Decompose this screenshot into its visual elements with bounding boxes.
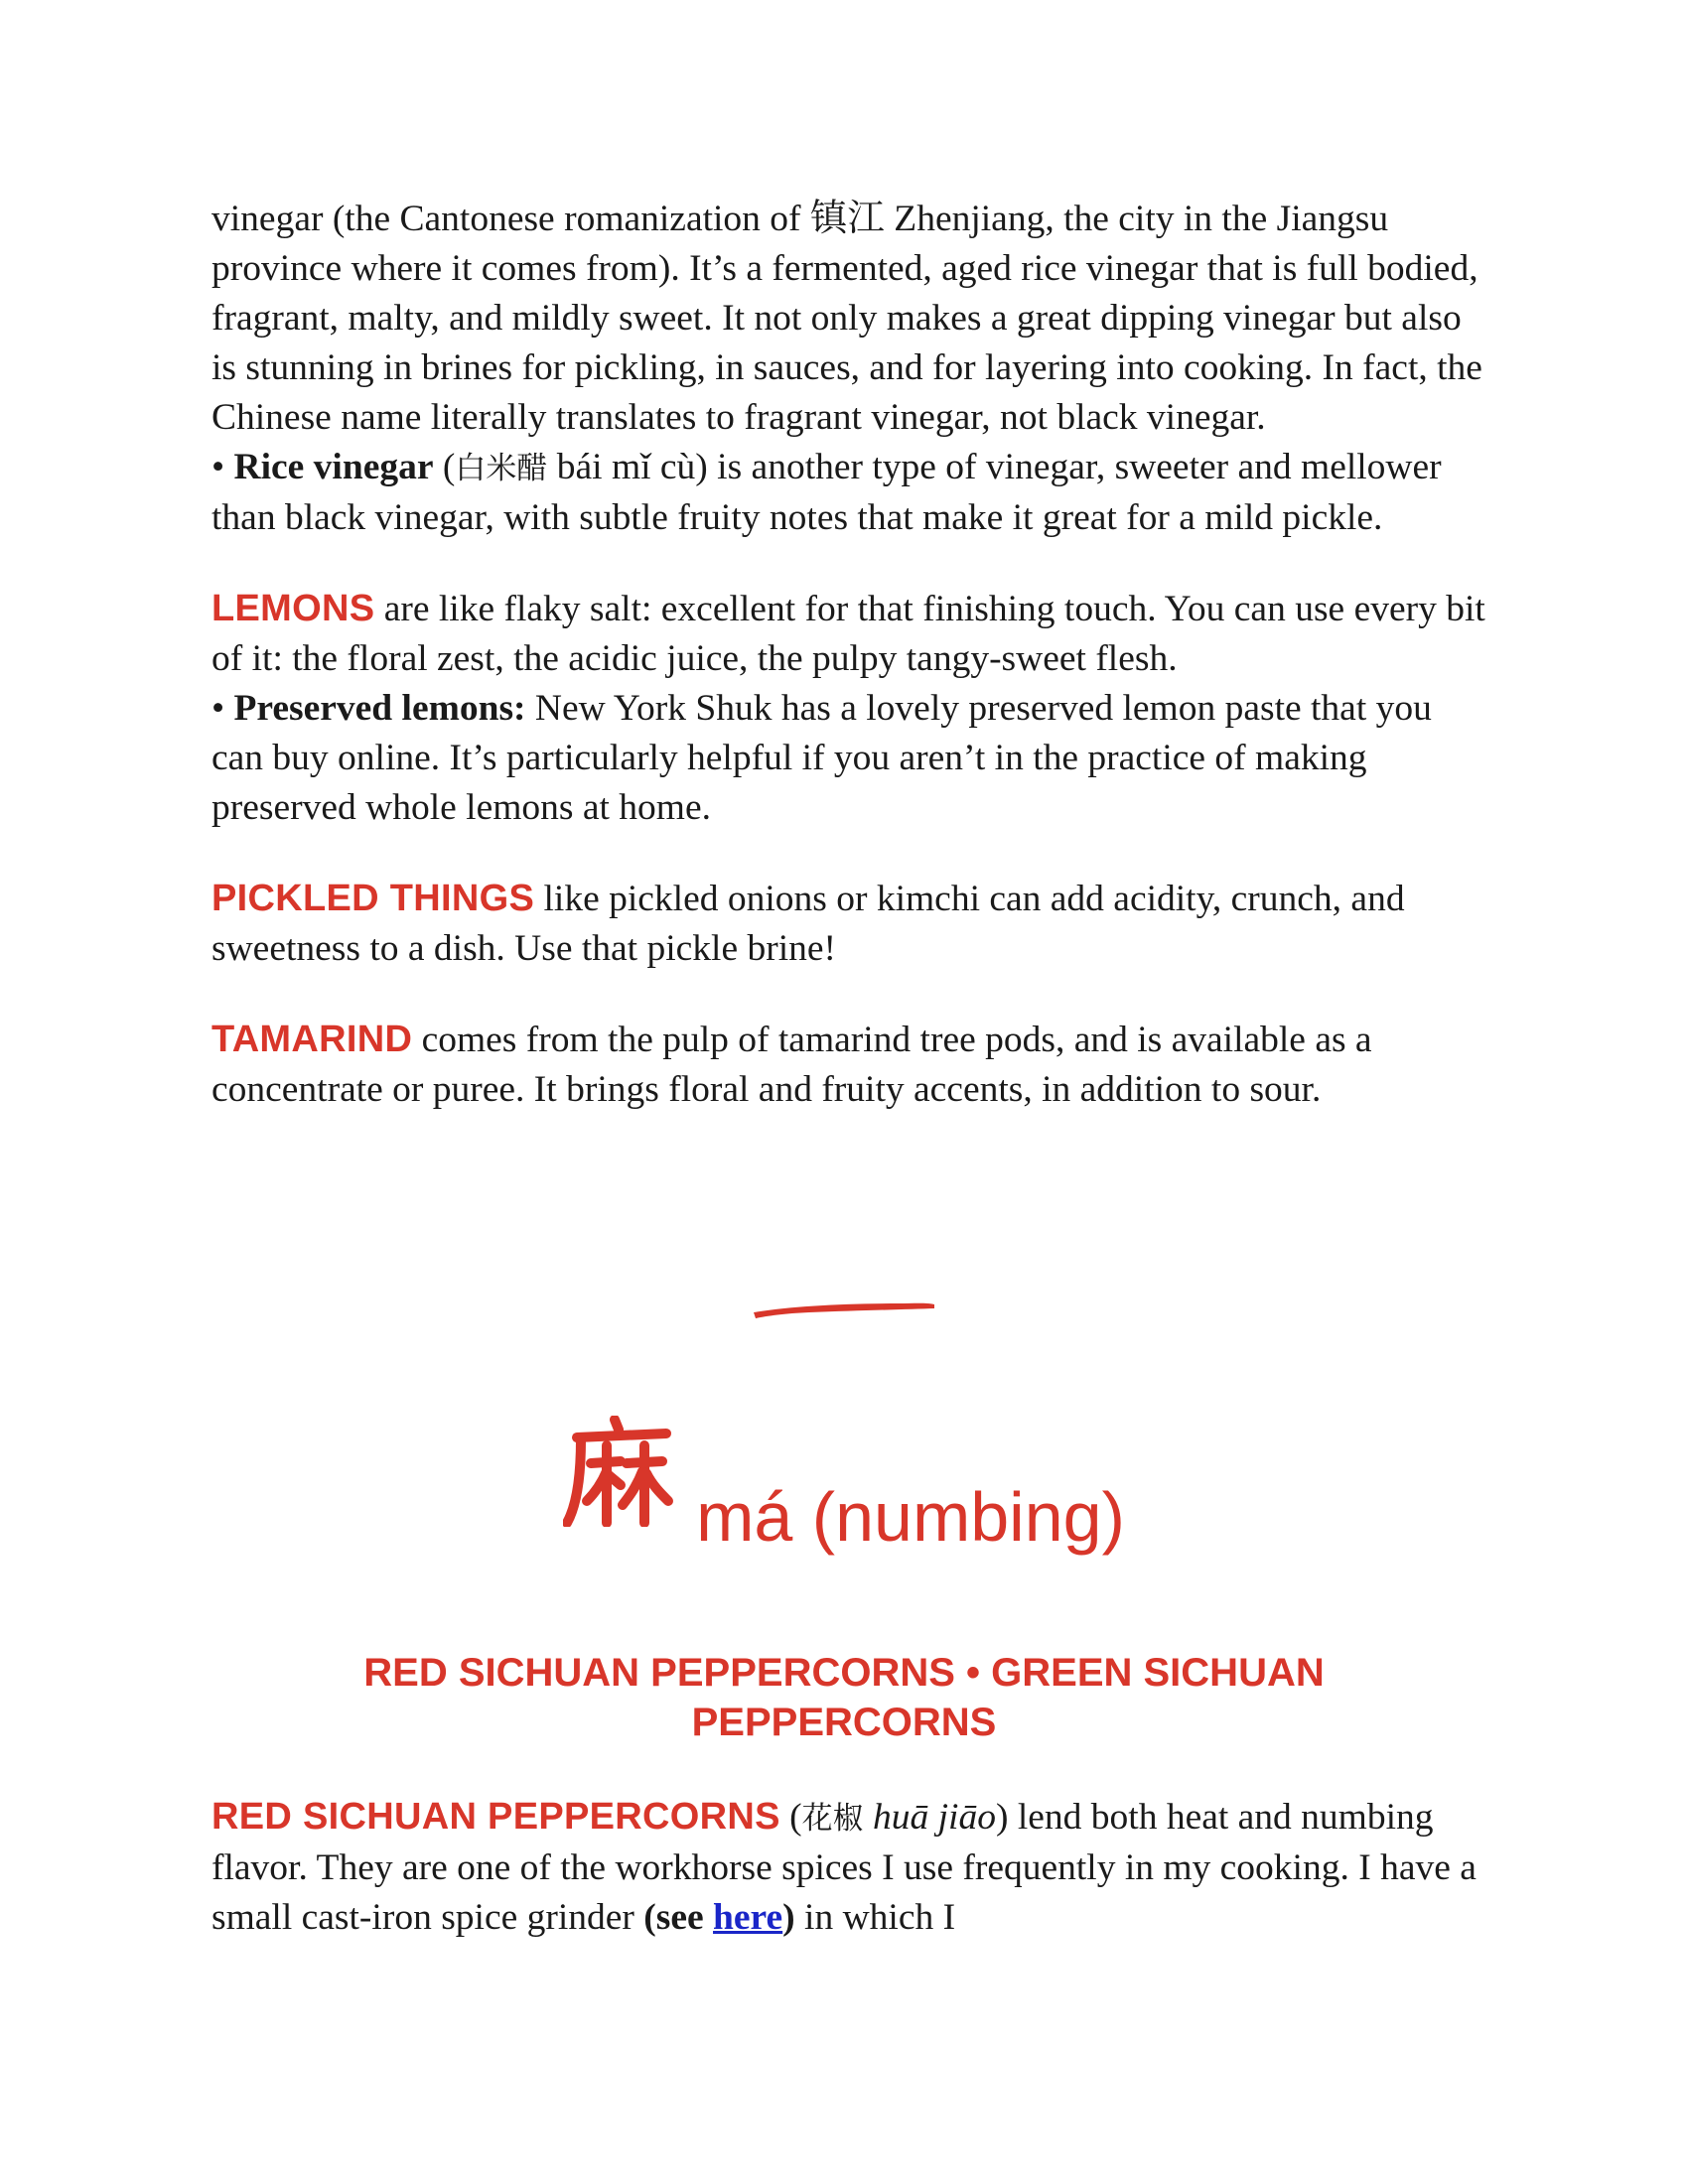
main-text-block (211, 195, 1492, 1115)
tamarind-paragraph (211, 1015, 1492, 1115)
preserved-lemons-bullet (211, 684, 1492, 833)
rice-vinegar-description: ) is another type of vinegar, sweeter and mellower than black vinegar, with subtle fruity notes that make it great for a mild pickle. (211, 447, 1442, 538)
red-sichuan-block (211, 1792, 1492, 1943)
pickled-things-heading: PICKLED THINGS (211, 878, 535, 919)
bullet-mark: • (211, 447, 234, 487)
bullet-mark: • (211, 688, 234, 729)
red-sichuan-hanzi: 花椒 (801, 1801, 864, 1837)
red-sichuan-heading: RED SICHUAN PEPPERCORNS (211, 1796, 780, 1838)
red-sichuan-pinyin: huā jiāo (863, 1797, 996, 1838)
section-subheading: RED SICHUAN PEPPERCORNS • GREEN SICHUAN PEPPERCORNS (363, 1651, 1325, 1744)
pickled-things-paragraph (211, 874, 1492, 974)
paren-open: ( (779, 1797, 802, 1838)
rice-vinegar-hanzi: 白米醋 (455, 451, 548, 486)
lemons-text: are like flaky salt: excellent for that finishing touch. You can use every bit of it: the floral zest, the acidic juice, the pulpy tangy-sweet flesh. (211, 589, 1485, 679)
preserved-lemons-term: Preserved lemons: (233, 688, 526, 729)
lemons-paragraph (211, 584, 1492, 684)
paren-open: ( (433, 447, 456, 487)
lemons-heading: LEMONS (211, 588, 375, 629)
see-close: ) (782, 1897, 795, 1938)
brush-stroke-divider (750, 1293, 938, 1322)
section-heading (0, 1430, 1688, 1557)
ma-hanzi-icon (563, 1416, 674, 1532)
pickled-things-text: like pickled onions or kimchi can add acidity, crunch, and sweetness to a dish. Use that pickle brine! (211, 879, 1405, 969)
tamarind-text: comes from the pulp of tamarind tree pods, and is available as a concentrate or puree. It brings floral and fruity accents, in addition to sour. (211, 1020, 1372, 1110)
rice-vinegar-pinyin: bái mǐ cù (547, 447, 696, 487)
red-sichuan-text: ) lend both heat and numbing flavor. They are one of the workhorse spices I use frequently in my cooking. I have a small cast-iron spice grinder (211, 1797, 1477, 1938)
rice-vinegar-bullet (211, 443, 1492, 543)
red-sichuan-paragraph (211, 1792, 1492, 1943)
ma-character-glyph (563, 1416, 674, 1527)
vinegar-continued-paragraph: vinegar (the Cantonese romanization of 镇江 Zhenjiang, the city in the Jiangsu province where it comes from). It’s a fermented, aged rice vinegar that is full bodied, fragrant, malty, and mildly sweet. It not only makes a great dipping vinegar but also is stunning in brines for pickling, in sauces, and for layering into cooking. In fact, the Chinese name literally translates to fragrant vinegar, not black vinegar. (211, 199, 1482, 438)
see-open: (see (643, 1897, 714, 1938)
preserved-lemons-text: New York Shuk has a lovely preserved lemon paste that you can buy online. It’s particularly helpful if you aren’t in the practice of making preserved whole lemons at home. (211, 688, 1432, 828)
section-title: má (numbing) (696, 1478, 1125, 1556)
red-sichuan-tail: in which I (794, 1897, 956, 1938)
tamarind-heading: TAMARIND (211, 1019, 413, 1060)
rice-vinegar-term: Rice vinegar (233, 447, 434, 487)
here-link[interactable]: here (713, 1897, 783, 1938)
